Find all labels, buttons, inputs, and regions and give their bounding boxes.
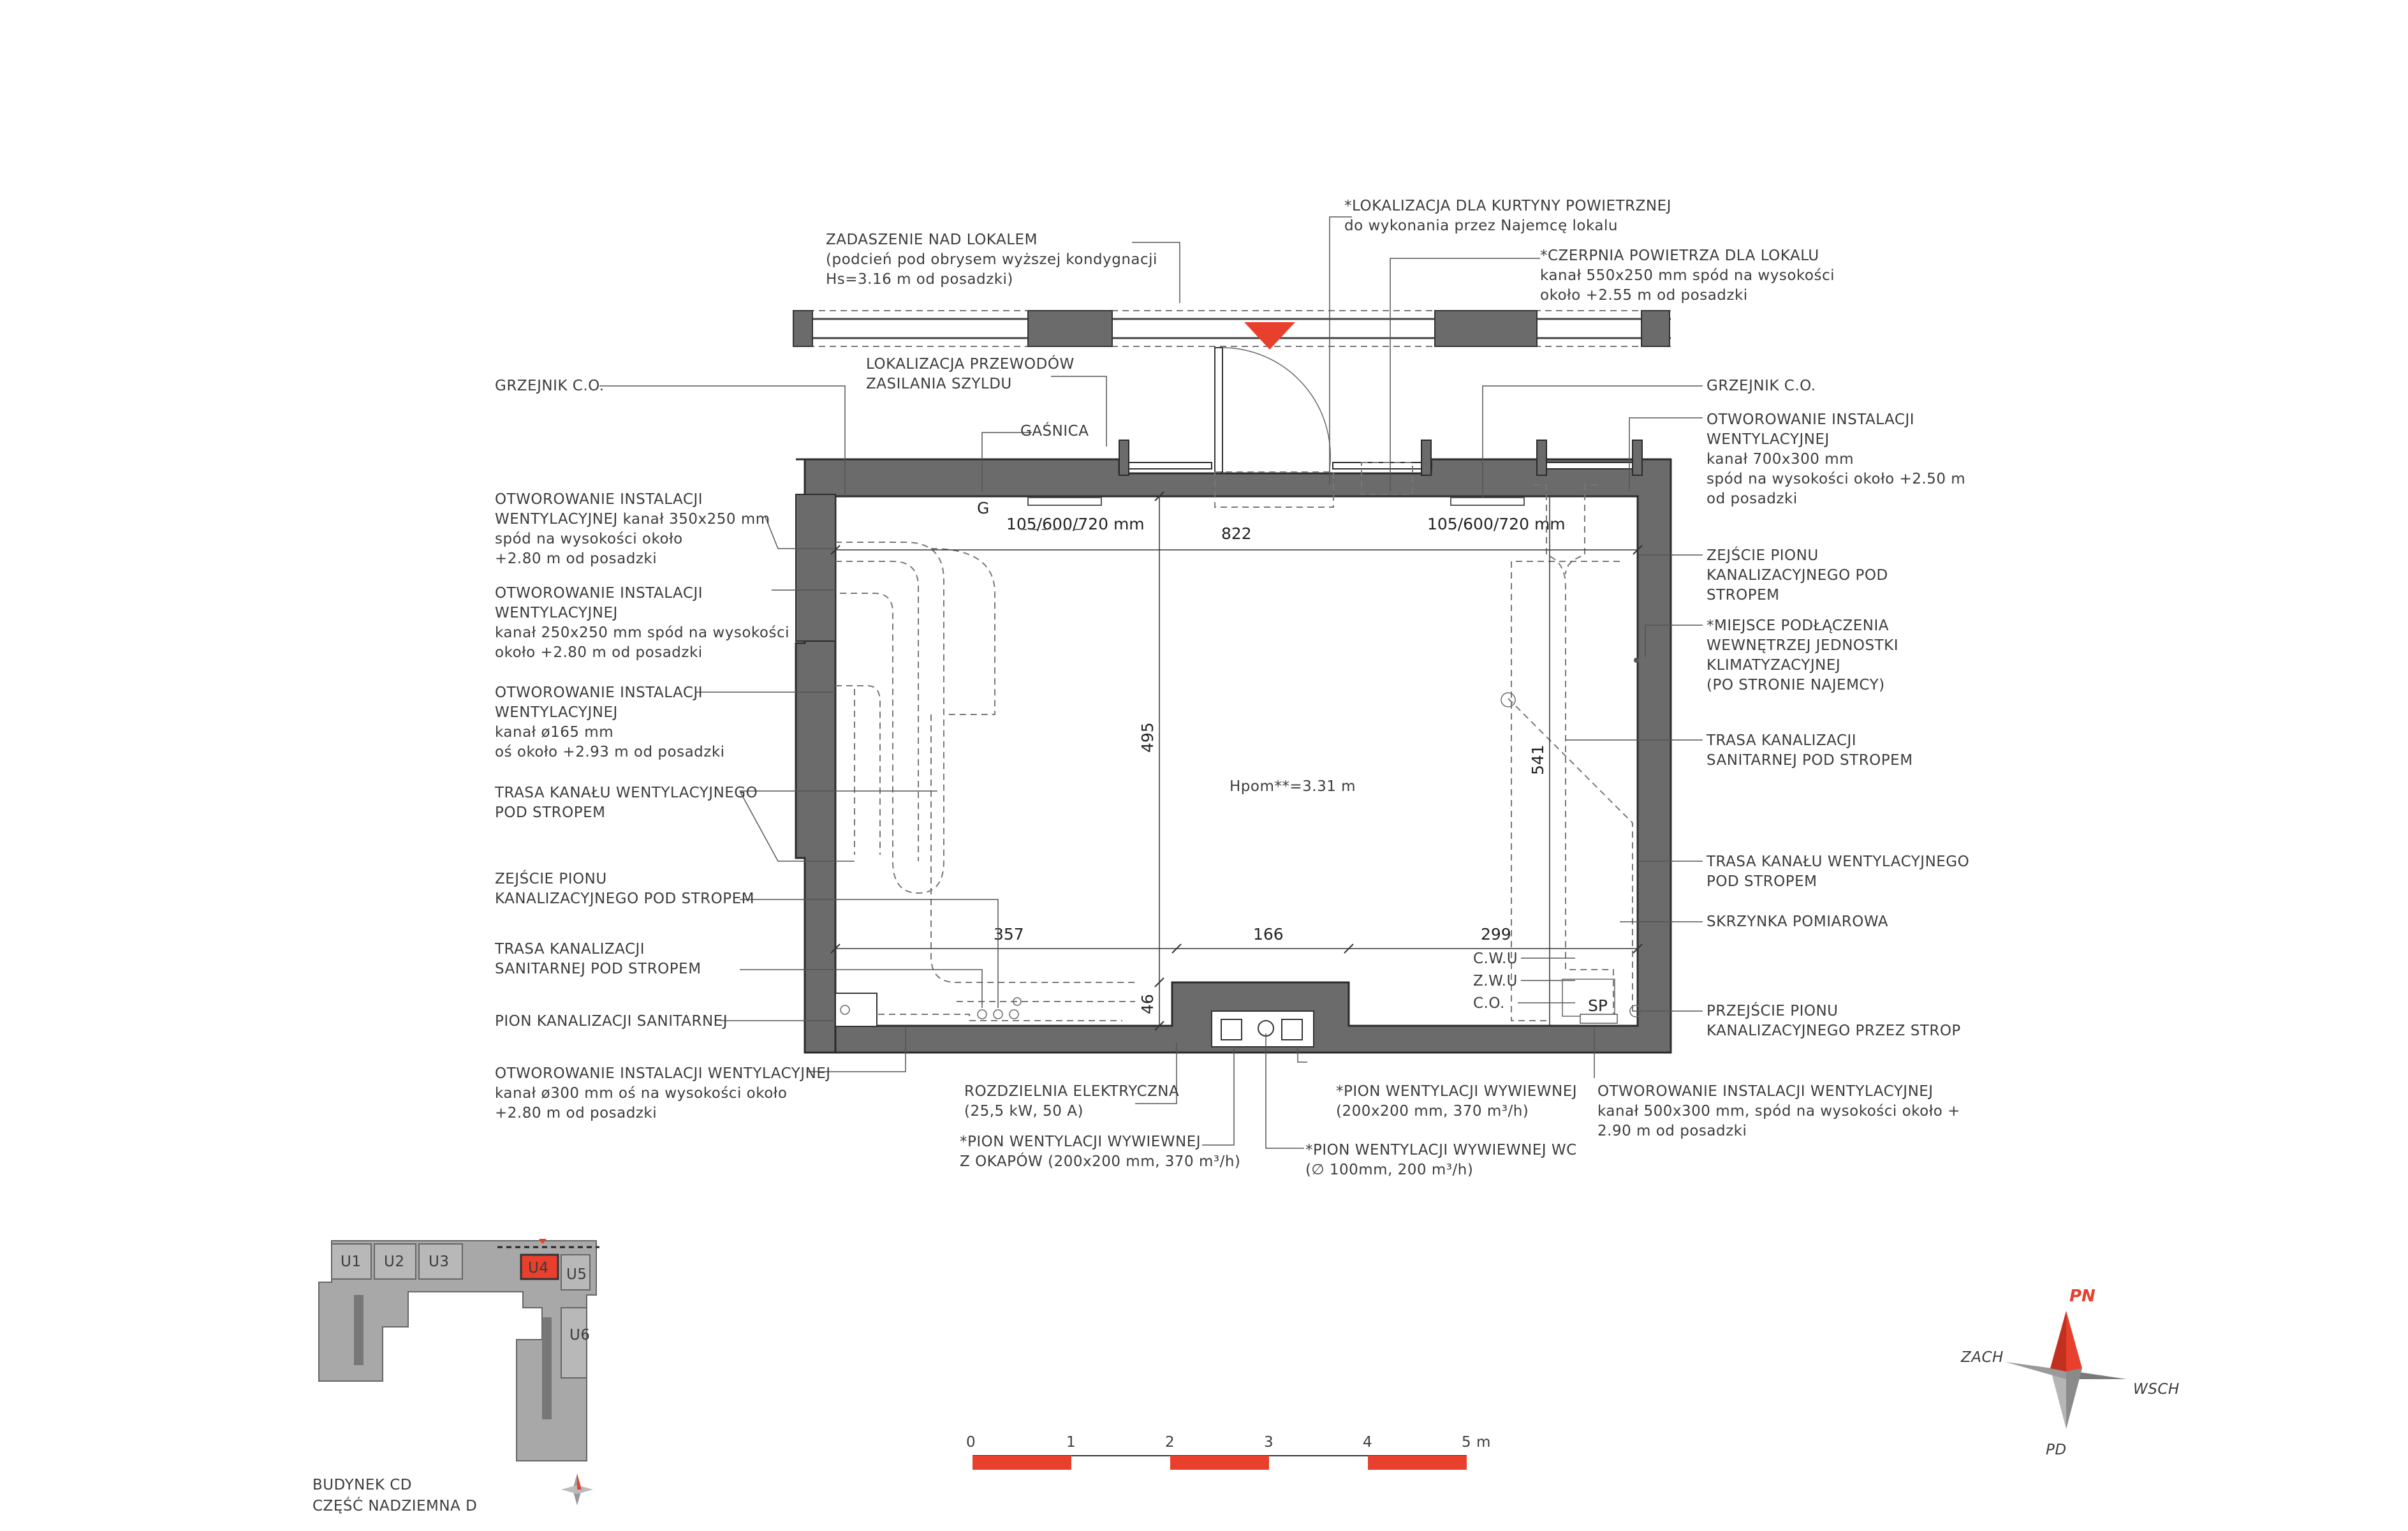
compass-east: WSCH [2133,1381,2180,1398]
label-kurtyna: *LOKALIZACJA DLA KURTYNY POWIETRZNEJ do wykonania przez Najemcę lokalu [1344,198,1671,234]
pipe-label-zwu: Z.W.U [1473,973,1518,989]
canopy [793,311,1671,350]
label-pion-wyw: *PION WENTYLACJI WYWIEWNEJ (200x200 mm, 370 m³/h) [1336,1083,1578,1120]
scale-tick-2: 2 [1165,1434,1175,1451]
radiator-right-size: 105/600/720 mm [1427,515,1566,533]
window [1546,462,1636,469]
label-otw-350: OTWOROWANIE INSTALACJI WENTYLACYJNEJ kanał 350x250 mm spód na wysokości około +2.80 m od posadzki [495,491,770,567]
key-plan-caption: BUDYNEK CD CZĘŚĆ NADZIEMNA D [312,1477,478,1514]
label-otw-250: OTWOROWANIE INSTALACJI WENTYLACYJNEJ kanał 250x250 mm spód na wysokości około +2.80 m od posadzki [495,585,789,661]
scale-tick-1: 1 [1066,1434,1076,1451]
duct-routes-right [1501,485,1633,1023]
label-klima: *MIEJSCE PODŁĄCZENIA WEWNĘTRZEJ JEDNOSTKI KLIMATYZACYJNEJ (PO STRONIE NAJEMCY) [1707,618,1899,693]
key-unit-u4: U4 [528,1260,549,1276]
extinguisher-icon: G [977,499,990,517]
dim-seg-left: 357 [994,925,1024,943]
dim-height-left: 495 [1138,722,1157,753]
dim-height-right: 541 [1529,744,1547,775]
key-unit-u6: U6 [569,1327,591,1343]
canopy-column [793,311,812,346]
label-otw-500: OTWOROWANIE INSTALACJI WENTYLACYJNEJ kanał 500x300 mm, spód na wysokości około + 2.90 m od posadzki [1597,1083,1960,1139]
window [1129,462,1212,469]
scale-bar [966,1434,1491,1470]
scale-tick-3: 3 [1264,1434,1274,1451]
scale-tick-0: 0 [966,1434,976,1451]
canopy-column [1028,311,1112,346]
room-height: Hpom**=3.31 m [1230,778,1356,795]
kitchen-hood-shaft [1221,1019,1242,1040]
entrance-marker-icon [1244,322,1295,350]
label-przejscie: PRZEJŚCIE PIONU KANALIZACYJNEGO PRZEZ STROP [1707,1003,1961,1039]
label-trasa-went-right: TRASA KANAŁU WENTYLACYJNEGO POD STROPEM [1707,854,1970,890]
pipe-label-co: C.O. [1473,995,1505,1012]
dim-seg-mid: 166 [1253,925,1284,943]
label-grzejnik-left: GRZEJNIK C.O. [495,378,605,394]
label-otw-165: OTWOROWANIE INSTALACJI WENTYLACYJNEJ kanał ø165 mm oś około +2.93 m od posadzki [495,684,725,760]
scale-tick-4: 4 [1363,1434,1373,1451]
compass-south: PD [2046,1442,2067,1458]
label-otw-300: OTWOROWANIE INSTALACJI WENTYLACYJNEJ kanał ø300 mm oś na wysokości około +2.80 m od posadzki [495,1065,831,1121]
window [1333,462,1432,469]
label-pion-kan: PION KANALIZACJI SANITARNEJ [495,1013,728,1030]
scale-tick-5: 5 m [1462,1434,1491,1451]
label-pion-okap: *PION WENTYLACJI WYWIEWNEJ Z OKAPÓW (200x200 mm, 370 m³/h) [960,1134,1241,1170]
label-przewody: LOKALIZACJA PRZEWODÓW ZASILANIA SZYLDU [866,356,1075,392]
key-unit-u5: U5 [566,1266,587,1283]
duct-routes-left [835,529,1135,1021]
radiator-left [1028,498,1101,505]
compass-west: ZACH [1961,1349,2004,1366]
label-grzejnik-right: GRZEJNIK C.O. [1707,378,1816,394]
label-gasnica: GAŚNICA [1020,423,1089,440]
canopy-column [1435,311,1537,346]
key-plan [312,1239,599,1514]
label-skrzynka: SKRZYNKA POMIAROWA [1707,913,1889,930]
exhaust-shaft [1282,1019,1302,1040]
compass-north: PN [2069,1287,2096,1306]
radiator-right [1451,498,1524,505]
label-trasa-kan-left: TRASA KANALIZACJI SANITARNEJ POD STROPEM [495,941,701,977]
label-zadaszenie: ZADASZENIE NAD LOKALEM (podcień pod obrysem wyższej kondygnacji Hs=3.16 m od posadzki) [826,232,1157,288]
radiator-left-size: 105/600/720 mm [1006,515,1145,533]
label-czerpnia: *CZERPNIA POWIETRZA DLA LOKALU kanał 550x250 mm spód na wysokości około +2.55 m od posadzki [1540,248,1835,304]
canopy-column [1641,311,1670,346]
dimensions [831,492,1642,1030]
sewer-stack [835,993,877,1026]
compass-rose-icon [1960,1287,2180,1458]
key-unit-u3: U3 [429,1254,450,1270]
small-compass-icon [561,1474,593,1505]
label-pion-wc: *PION WENTYLACJI WYWIEWNEJ WC (∅ 100mm, 200 m³/h) [1305,1142,1577,1178]
pipe-label-cwu: C.W.U [1473,950,1518,967]
dim-width-total: 822 [1221,524,1252,543]
meter-box-label: SP [1588,996,1608,1015]
label-rozdzielnia: ROZDZIELNIA ELEKTRYCZNA (25,5 kW, 50 A) [964,1083,1180,1120]
label-otw-700: OTWOROWANIE INSTALACJI WENTYLACYJNEJ kanał 700x300 mm spód na wysokości około +2.50 m od posadzki [1707,411,1966,507]
key-unit-u2: U2 [384,1254,405,1270]
label-zejscie-left: ZEJŚCIE PIONU KANALIZACYJNEGO POD STROPEM [495,871,754,907]
dim-niche-depth: 46 [1138,994,1157,1014]
dim-seg-right: 299 [1481,925,1511,943]
label-trasa-kan-right: TRASA KANALIZACJI SANITARNEJ POD STROPEM [1707,732,1913,769]
label-zejscie-right: ZEJŚCIE PIONU KANALIZACYJNEGO POD STROPEM [1707,547,1888,603]
label-trasa-went-left: TRASA KANAŁU WENTYLACYJNEGO POD STROPEM [495,785,758,821]
entrance-door[interactable] [1215,348,1222,472]
key-unit-u1: U1 [341,1254,362,1270]
